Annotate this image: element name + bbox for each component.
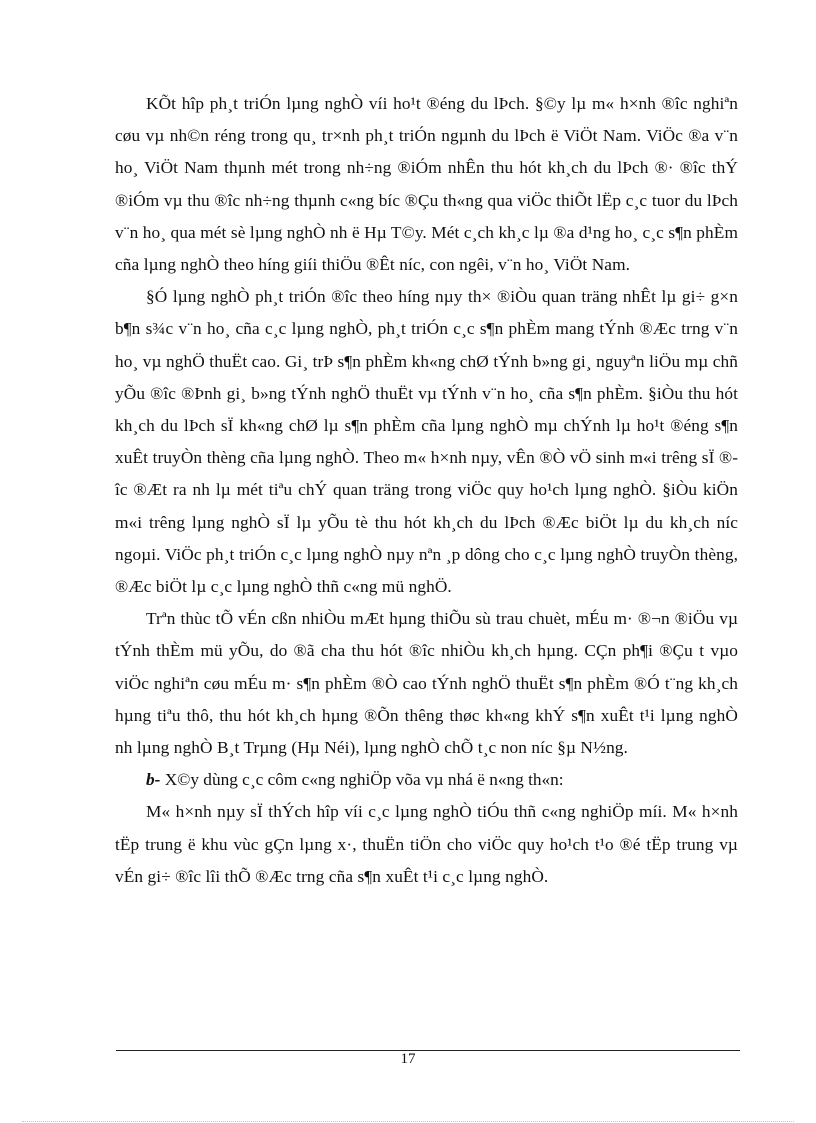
document-body [115,88,738,893]
paragraph-industrial-clusters: M« h×nh nµy sÏ thÝch hîp víi c¸c lµng nghÒ tiÓu thñ c«ng nghiÖp míi. M« h×nh tËp trung ë khu vùc gÇn lµng x·, thuËn tiÖn cho viÖc quy ho¹ch t¹o ®é tËp trung vµ vÉn gi÷ ®îc lîi thÕ ®Æc trng cña s¶n xuÊt t¹i c¸c lµng nghÒ. [115,802,738,886]
paragraph-product-design: Trªn thùc tÕ vÉn cßn nhiÒu mÆt hµng thiÕu sù trau chuèt, mÉu m· ®¬n ®iÖu vµ tÝnh thÈm mü yÕu, do ®ã cha thu hót ®îc nhiÒu kh¸ch hµng. CÇn ph¶i ®Çu t vµo viÖc nghiªn cøu mÉu m· s¶n phÈm ®Ò cao tÝnh nghÖ thuËt s¶n phÈm ®Ó t¨ng kh¸ch hµng tiªu thô, thu hót kh¸ch hµng ®Õn thêng thøc kh«ng khÝ s¶n xuÊt t¹i lµng nghÒ nh lµng nghÒ B¸t Trµng (Hµ Néi), lµng nghÒ chÕ t¸c non níc §µ N½ng. [115,609,738,758]
page-bottom-border [22,1121,794,1122]
paragraph-craft-village-tourism: KÕt hîp ph¸t triÓn lµng nghÒ víi ho¹t ®éng du lÞch. §©y lµ m« h×nh ®îc nghiªn cøu vµ nh©n réng trong qu¸ tr×nh ph¸t triÓn ngµnh du lÞch ë ViÖt Nam. ViÖc ®a v¨n ho¸ ViÖt Nam thµnh mét trong nh÷ng ®iÓm nhÊn thu hót kh¸ch du lÞch ®· ®îc thÝ ®iÓm vµ thu ®îc nh÷ng thµnh c«ng bíc ®Çu th«ng qua viÖc thiÕt lËp c¸c tuor du lÞch v¨n ho¸ qua mét sè lµng nghÒ nh ë Hµ T©y. Mét c¸ch kh¸c lµ ®a d¹ng ho¸ c¸c s¶n phÈm cña lµng nghÒ theo híng giíi thiÖu ®Êt níc, con ngêi, v¨n ho¸ ViÖt Nam. [115,94,738,275]
page-number: 17 [400,1051,416,1067]
subsection-marker: b- [146,770,161,790]
subsection-heading [115,764,738,796]
subsection-title: X©y dùng c¸c côm c«ng nghiÖp võa vµ nhá ë n«ng th«n: [160,770,564,790]
paragraph-cultural-identity: §Ó lµng nghÒ ph¸t triÓn ®îc theo híng nµy th× ®iÒu quan träng nhÊt lµ gi÷ g×n b¶n s¾c v¨n ho¸ cña c¸c lµng nghÒ, ph¸t triÓn c¸c s¶n phÈm mang tÝnh ®Æc trng v¨n ho¸ vµ nghÖ thuËt cao. Gi¸ trÞ s¶n phÈm kh«ng chØ tÝnh b»ng gi¸ nguyªn liÖu mµ chñ yÕu ®îc ®Þnh gi¸ b»ng tÝnh nghÖ thuËt vµ tÝnh v¨n ho¸ cña s¶n phÈm. §iÒu thu hót kh¸ch du lÞch sÏ kh«ng chØ lµ s¶n phÈm cña lµng nghÒ mµ chÝnh lµ ho¹t ®éng s¶n xuÊt truyÒn thèng cña lµng nghÒ. Theo m« h×nh nµy, vÊn ®Ò vÖ sinh m«i trêng sÏ ®îc ®Æt ra nh lµ mét tiªu chÝ quan träng trong viÖc quy ho¹ch lµng nghÒ. §iÒu kiÖn m«i trêng lµng nghÒ sÏ lµ yÕu tè thu hót kh¸ch du lÞch ®Æc biÖt lµ du kh¸ch níc ngoµi. ViÖc ph¸t triÓn c¸c lµng nghÒ nµy nªn ¸p dông cho c¸c lµng nghÒ truyÒn thèng, ®Æc biÖt lµ c¸c lµng nghÒ thñ c«ng mü nghÖ. [115,287,738,597]
